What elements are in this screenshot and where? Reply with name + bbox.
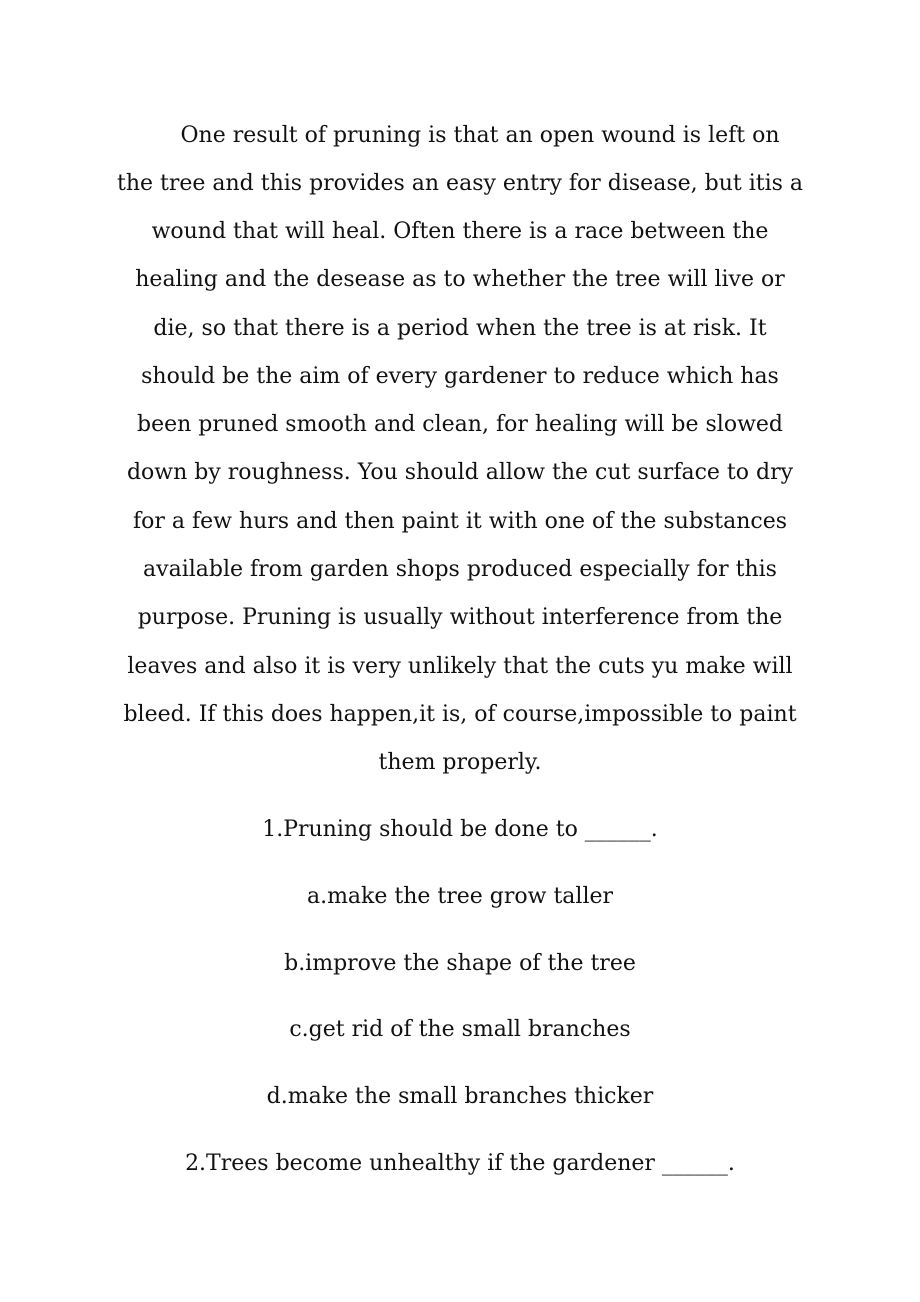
question-1-option-a: a.make the tree grow taller [306,884,614,909]
passage-line: them properly. [378,750,542,775]
passage-line: down by roughness. You should allow the cut surface to dry [126,460,794,485]
passage-line: the tree and this provides an easy entry for disease, but itis a [116,171,804,196]
passage-line: purpose. Pruning is usually without interference from the [137,605,783,630]
passage-line: One result of pruning is that an open wound is left on [180,123,780,148]
passage-line: healing and the desease as to whether the tree will live or [135,267,785,292]
passage-line: leaves and also it is very unlikely that the cuts yu make will [127,654,793,679]
question-2-stem: 2.Trees become unhealthy if the gardener ______. [185,1151,735,1176]
question-1-option-d: d.make the small branches thicker [266,1084,654,1109]
passage-line: die, so that there is a period when the tree is at risk. It [153,316,767,341]
question-1-option-c: c.get rid of the small branches [289,1017,631,1042]
passage-line: available from garden shops produced especially for this [143,557,777,582]
passage-line: wound that will heal. Often there is a race between the [151,219,769,244]
question-1-stem: 1.Pruning should be done to ______. [262,817,658,842]
passage-line: been pruned smooth and clean, for healing will be slowed [136,412,784,437]
passage-line: should be the aim of every gardener to reduce which has [141,364,779,389]
question-1-option-b: b.improve the shape of the tree [284,951,636,976]
passage-line: bleed. If this does happen,it is, of course,impossible to paint [123,702,797,727]
passage-line: for a few hurs and then paint it with one of the substances [132,509,788,534]
